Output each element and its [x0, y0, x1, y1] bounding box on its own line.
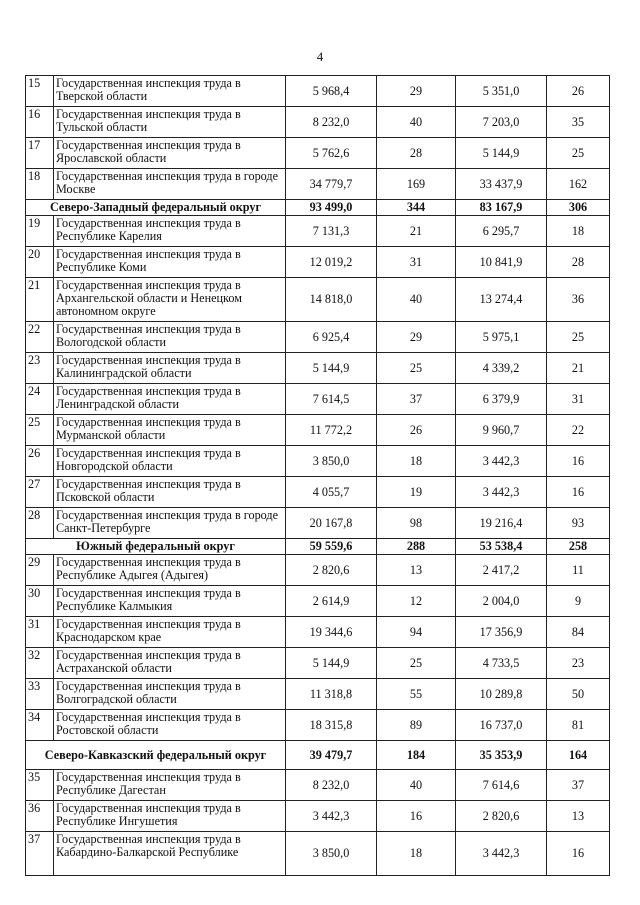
row-number: 22	[26, 322, 54, 353]
row-number: 17	[26, 138, 54, 169]
value-col-4: 23	[547, 648, 610, 679]
inspection-name: Государственная инспекция труда в Тверской области	[54, 76, 286, 107]
value-col-2: 40	[377, 278, 456, 322]
value-col-4: 9	[547, 586, 610, 617]
row-number: 30	[26, 586, 54, 617]
inspection-name: Государственная инспекция труда в Астраханской области	[54, 648, 286, 679]
region-row	[26, 200, 610, 216]
row-number: 27	[26, 477, 54, 508]
row-number: 33	[26, 679, 54, 710]
value-col-4: 16	[547, 832, 610, 876]
value-col-3: 16 737,0	[456, 710, 547, 741]
value-col-4: 25	[547, 138, 610, 169]
budget-table	[25, 75, 610, 876]
row-number: 28	[26, 508, 54, 539]
value-col-1: 39 479,7	[286, 741, 377, 770]
table-row	[26, 278, 610, 322]
table-row	[26, 322, 610, 353]
value-col-3: 9 960,7	[456, 415, 547, 446]
value-col-3: 2 417,2	[456, 555, 547, 586]
value-col-1: 6 925,4	[286, 322, 377, 353]
inspection-name: Государственная инспекция труда в городе Москве	[54, 169, 286, 200]
inspection-name: Государственная инспекция труда в Ростовской области	[54, 710, 286, 741]
value-col-3: 7 203,0	[456, 107, 547, 138]
row-number: 25	[26, 415, 54, 446]
value-col-3: 4 339,2	[456, 353, 547, 384]
value-col-2: 40	[377, 770, 456, 801]
value-col-4: 81	[547, 710, 610, 741]
inspection-name: Государственная инспекция труда в Ярославской области	[54, 138, 286, 169]
value-col-4: 13	[547, 801, 610, 832]
value-col-4: 31	[547, 384, 610, 415]
value-col-3: 2 820,6	[456, 801, 547, 832]
table-row	[26, 710, 610, 741]
table-row	[26, 384, 610, 415]
value-col-2: 25	[377, 353, 456, 384]
value-col-4: 25	[547, 322, 610, 353]
value-col-3: 83 167,9	[456, 200, 547, 216]
value-col-3: 35 353,9	[456, 741, 547, 770]
value-col-3: 10 289,8	[456, 679, 547, 710]
row-number: 32	[26, 648, 54, 679]
region-row	[26, 539, 610, 555]
row-number: 29	[26, 555, 54, 586]
row-number: 15	[26, 76, 54, 107]
inspection-name: Государственная инспекция труда в Республике Карелия	[54, 216, 286, 247]
table-row	[26, 508, 610, 539]
region-row	[26, 741, 610, 770]
value-col-1: 3 442,3	[286, 801, 377, 832]
value-col-2: 40	[377, 107, 456, 138]
value-col-1: 11 772,2	[286, 415, 377, 446]
row-number: 31	[26, 617, 54, 648]
inspection-name: Государственная инспекция труда в Республике Коми	[54, 247, 286, 278]
value-col-3: 5 975,1	[456, 322, 547, 353]
table-row	[26, 138, 610, 169]
value-col-1: 19 344,6	[286, 617, 377, 648]
row-number: 36	[26, 801, 54, 832]
table-row	[26, 555, 610, 586]
value-col-4: 84	[547, 617, 610, 648]
table-row	[26, 832, 610, 876]
value-col-3: 6 379,9	[456, 384, 547, 415]
row-number: 18	[26, 169, 54, 200]
value-col-4: 37	[547, 770, 610, 801]
value-col-1: 34 779,7	[286, 169, 377, 200]
value-col-1: 59 559,6	[286, 539, 377, 555]
value-col-2: 29	[377, 322, 456, 353]
value-col-3: 13 274,4	[456, 278, 547, 322]
value-col-1: 2 820,6	[286, 555, 377, 586]
value-col-2: 37	[377, 384, 456, 415]
value-col-4: 50	[547, 679, 610, 710]
inspection-name: Государственная инспекция труда в Псковской области	[54, 477, 286, 508]
value-col-2: 288	[377, 539, 456, 555]
row-number: 35	[26, 770, 54, 801]
inspection-name: Государственная инспекция труда в Волгоградской области	[54, 679, 286, 710]
value-col-4: 21	[547, 353, 610, 384]
value-col-4: 36	[547, 278, 610, 322]
table-row	[26, 801, 610, 832]
table-row	[26, 169, 610, 200]
value-col-2: 18	[377, 832, 456, 876]
inspection-name: Государственная инспекция труда в Краснодарском крае	[54, 617, 286, 648]
value-col-2: 31	[377, 247, 456, 278]
value-col-2: 169	[377, 169, 456, 200]
value-col-1: 11 318,8	[286, 679, 377, 710]
value-col-3: 5 351,0	[456, 76, 547, 107]
value-col-4: 18	[547, 216, 610, 247]
value-col-1: 5 762,6	[286, 138, 377, 169]
value-col-1: 7 614,5	[286, 384, 377, 415]
value-col-3: 3 442,3	[456, 832, 547, 876]
value-col-3: 53 538,4	[456, 539, 547, 555]
table-row	[26, 353, 610, 384]
value-col-3: 2 004,0	[456, 586, 547, 617]
table-row	[26, 216, 610, 247]
inspection-name: Государственная инспекция труда в Республике Калмыкия	[54, 586, 286, 617]
value-col-2: 98	[377, 508, 456, 539]
value-col-1: 5 144,9	[286, 353, 377, 384]
value-col-4: 162	[547, 169, 610, 200]
table-row	[26, 586, 610, 617]
value-col-3: 6 295,7	[456, 216, 547, 247]
value-col-1: 3 850,0	[286, 832, 377, 876]
table-row	[26, 477, 610, 508]
inspection-name: Государственная инспекция труда в Тульской области	[54, 107, 286, 138]
row-number: 19	[26, 216, 54, 247]
row-number: 34	[26, 710, 54, 741]
row-number: 26	[26, 446, 54, 477]
value-col-4: 16	[547, 446, 610, 477]
value-col-2: 184	[377, 741, 456, 770]
inspection-name: Государственная инспекция труда в городе Санкт-Петербурге	[54, 508, 286, 539]
value-col-3: 10 841,9	[456, 247, 547, 278]
value-col-3: 4 733,5	[456, 648, 547, 679]
table-body	[26, 76, 610, 876]
value-col-2: 13	[377, 555, 456, 586]
value-col-3: 33 437,9	[456, 169, 547, 200]
row-number: 20	[26, 247, 54, 278]
value-col-1: 12 019,2	[286, 247, 377, 278]
table-row	[26, 648, 610, 679]
value-col-2: 16	[377, 801, 456, 832]
inspection-name: Государственная инспекция труда в Мурманской области	[54, 415, 286, 446]
value-col-1: 7 131,3	[286, 216, 377, 247]
value-col-4: 306	[547, 200, 610, 216]
value-col-4: 11	[547, 555, 610, 586]
table-row	[26, 247, 610, 278]
value-col-3: 19 216,4	[456, 508, 547, 539]
row-number: 37	[26, 832, 54, 876]
row-number: 23	[26, 353, 54, 384]
value-col-2: 12	[377, 586, 456, 617]
value-col-1: 18 315,8	[286, 710, 377, 741]
region-name: Южный федеральный округ	[26, 539, 286, 555]
value-col-1: 3 850,0	[286, 446, 377, 477]
value-col-1: 8 232,0	[286, 770, 377, 801]
value-col-4: 22	[547, 415, 610, 446]
table-row	[26, 617, 610, 648]
value-col-4: 164	[547, 741, 610, 770]
value-col-1: 5 968,4	[286, 76, 377, 107]
inspection-name: Государственная инспекция труда в Ленинградской области	[54, 384, 286, 415]
value-col-3: 3 442,3	[456, 446, 547, 477]
value-col-3: 7 614,6	[456, 770, 547, 801]
value-col-2: 344	[377, 200, 456, 216]
region-name: Северо-Западный федеральный округ	[26, 200, 286, 216]
value-col-2: 55	[377, 679, 456, 710]
value-col-4: 16	[547, 477, 610, 508]
value-col-2: 18	[377, 446, 456, 477]
value-col-1: 20 167,8	[286, 508, 377, 539]
table-row	[26, 76, 610, 107]
row-number: 21	[26, 278, 54, 322]
inspection-name: Государственная инспекция труда в Калининградской области	[54, 353, 286, 384]
page-number: 4	[316, 49, 324, 64]
value-col-2: 89	[377, 710, 456, 741]
value-col-2: 21	[377, 216, 456, 247]
inspection-name: Государственная инспекция труда в Вологодской области	[54, 322, 286, 353]
table-row	[26, 679, 610, 710]
value-col-4: 258	[547, 539, 610, 555]
value-col-2: 28	[377, 138, 456, 169]
inspection-name: Государственная инспекция труда в Новгородской области	[54, 446, 286, 477]
inspection-name: Государственная инспекция труда в Архангельской области и Ненецком автономном округе	[54, 278, 286, 322]
inspection-name: Государственная инспекция труда в Республике Адыгея (Адыгея)	[54, 555, 286, 586]
inspection-name: Государственная инспекция труда в Республике Дагестан	[54, 770, 286, 801]
region-name: Северо-Кавказский федеральный округ	[26, 741, 286, 770]
value-col-4: 28	[547, 247, 610, 278]
value-col-1: 93 499,0	[286, 200, 377, 216]
value-col-2: 25	[377, 648, 456, 679]
value-col-4: 93	[547, 508, 610, 539]
table-row	[26, 770, 610, 801]
value-col-1: 8 232,0	[286, 107, 377, 138]
inspection-name: Государственная инспекция труда в Кабардино-Балкарской Республике	[54, 832, 286, 876]
value-col-2: 19	[377, 477, 456, 508]
value-col-3: 17 356,9	[456, 617, 547, 648]
row-number: 24	[26, 384, 54, 415]
value-col-1: 14 818,0	[286, 278, 377, 322]
value-col-1: 5 144,9	[286, 648, 377, 679]
row-number: 16	[26, 107, 54, 138]
table-row	[26, 107, 610, 138]
value-col-4: 35	[547, 107, 610, 138]
inspection-name: Государственная инспекция труда в Республике Ингушетия	[54, 801, 286, 832]
value-col-3: 3 442,3	[456, 477, 547, 508]
value-col-2: 94	[377, 617, 456, 648]
value-col-3: 5 144,9	[456, 138, 547, 169]
table-row	[26, 446, 610, 477]
value-col-2: 29	[377, 76, 456, 107]
value-col-1: 2 614,9	[286, 586, 377, 617]
value-col-2: 26	[377, 415, 456, 446]
table-row	[26, 415, 610, 446]
value-col-4: 26	[547, 76, 610, 107]
value-col-1: 4 055,7	[286, 477, 377, 508]
